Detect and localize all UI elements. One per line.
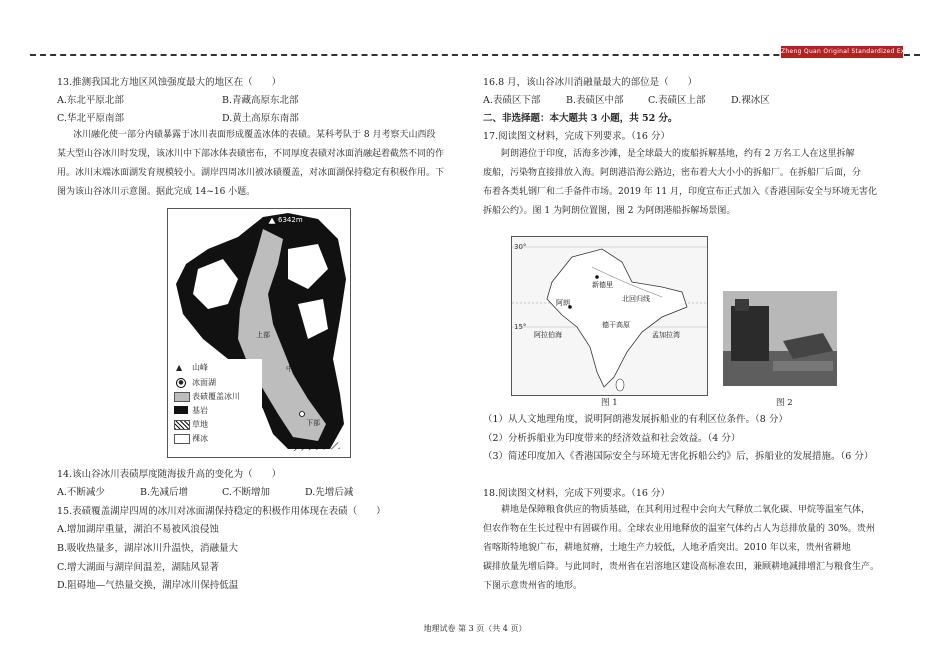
tropic-label: 北回归线 xyxy=(622,295,650,303)
legend-lake: 冰面湖 xyxy=(192,378,216,387)
lower-section-label: 下部 xyxy=(306,419,320,427)
upper-section-label: 上部 xyxy=(256,331,270,339)
q13-option-a: A.东北平原北部 xyxy=(57,95,124,106)
debris-legend-swatch xyxy=(174,392,190,402)
passage-line: 冰川融化使一部分内碛暴露于冰川表面形成覆盖冰体的表碛。某科考队于 8 月考察天山西段 xyxy=(73,130,436,140)
sri-lanka-shape xyxy=(616,379,624,391)
lat-15-label: 15° xyxy=(514,323,527,331)
q14-option-c: C.不断增加 xyxy=(222,487,270,498)
shipbreaking-photo xyxy=(723,291,837,386)
q16-option-c: C.表碛区上部 xyxy=(648,95,706,106)
india-map-figure xyxy=(511,236,708,396)
ice-legend-swatch xyxy=(174,434,190,444)
legend-bedrock: 基岩 xyxy=(192,406,208,415)
passage-line: 布着各类轧钢厂和二手备件市场。2019 年 11 月，印度宣布正式加入《香港国际安全与环境无害化 xyxy=(483,187,877,197)
middle-section-label: 中部 xyxy=(286,365,300,373)
q15-option-a: A.增加湖岸重量，湖泊不易被风浪侵蚀 xyxy=(57,524,219,535)
legend-debris: 表碛覆盖冰川 xyxy=(192,392,240,401)
glacier-figure xyxy=(167,208,351,458)
q18-stem: 18.阅读图文材料，完成下列要求。（16 分） xyxy=(483,488,670,499)
q14-option-d: D.先增后减 xyxy=(305,487,354,498)
peak-elevation-label: 6342m xyxy=(278,216,303,224)
q17-subq-1: （1）从人文地理角度，说明阿朗港发展拆船业的有利区位条件。（8 分） xyxy=(483,414,788,425)
q17-stem: 17.阅读图文材料，完成下列要求。（16 分） xyxy=(483,131,670,142)
q13-option-b: B.青藏高原东北部 xyxy=(222,95,299,106)
passage-line: 阿朗港位于印度，活海多沙滩，是全球最大的废船拆解基地，约有 2 万名工人在这里拆解 xyxy=(501,149,855,159)
passage-line: 废船，污染物直接排放入海。阿朗港沿海公路边，密布着大大小小的拆船厂。在拆船厂后面，分 xyxy=(483,168,862,178)
q15-option-d: D.阻碍地—气热量交换，湖岸冰川保持低温 xyxy=(57,580,239,591)
q16-option-b: B.表碛区中部 xyxy=(566,95,624,106)
passage-line: 但农作物在生长过程中有固碳作用。全球农业用地释放的温室气体约占人为总排放量的 30%。贵州 xyxy=(483,524,875,534)
peak-legend-icon: ▲ xyxy=(176,363,183,372)
q15-option-c: C.增大湖面与湖岸间温差，湖陆风显著 xyxy=(57,562,219,573)
lake-legend-icon: ● xyxy=(176,378,186,388)
q16-stem: 16.8 月，该山谷冰川消融量最大的部位是（ ） xyxy=(483,77,698,88)
q14-option-b: B.先减后增 xyxy=(140,487,189,498)
passage-line: 省喀斯特地貌广布，耕地贫瘠，土地生产力较低，人地矛盾突出。2010 年以来，贵州省耕地 xyxy=(483,543,851,553)
q17-subq-3: （3）简述印度加入《香港国际安全与环境无害化拆船公约》后，拆船业的发展措施。（6 分） xyxy=(483,451,874,462)
figure2-caption: 图 2 xyxy=(776,398,793,408)
legend-bare-ice: 裸冰 xyxy=(192,434,208,443)
glacier-passage xyxy=(57,126,472,202)
supraglacial-lake-icon xyxy=(300,412,305,417)
alang-label: 阿朗 xyxy=(556,299,570,307)
passage-line: 某大型山谷冰川时发现，该冰川中下部冰体表碛密布，不同厚度表碛对冰面消融起着截然不同的作 xyxy=(57,149,445,159)
deccan-label: 德干高原 xyxy=(602,321,630,329)
page-footer: 地理试卷 第 3 页（共 4 页） xyxy=(423,624,527,633)
passage-line: 碳排放量先增后降。与此同时，贵州省在岩溶地区建设高标准农田，兼顾耕地减排增汇与粮食生产。 xyxy=(483,562,880,572)
legend-grass: 草地 xyxy=(192,420,208,429)
figure-legend xyxy=(170,359,262,455)
legend-peak: 山峰 xyxy=(192,363,208,372)
figure1-caption: 图 1 xyxy=(601,398,618,408)
passage-line: 耕地是保障粮食供应的物质基础，在其利用过程中会向大气释放二氧化碳、甲烷等温室气体， xyxy=(501,505,871,515)
bengal-bay-label: 孟加拉湾 xyxy=(652,331,680,339)
passage-line: 图为该山谷冰川示意图。据此完成 14~16 小题。 xyxy=(57,187,256,197)
passage-line: 用。冰川末端冰面湖发育规模较小。湖岸四周冰川被冰碛覆盖，对冰面湖保持稳定有积极作用。下 xyxy=(57,168,445,178)
delhi-point xyxy=(595,275,599,279)
q13-option-d: D.黄土高原东南部 xyxy=(222,113,299,124)
q13-option-c: C.华北平原南部 xyxy=(57,113,124,124)
passage-line: 下图示意贵州省的地形。 xyxy=(483,581,583,591)
grass-legend-swatch xyxy=(174,420,190,430)
q18-passage xyxy=(483,501,903,596)
q13-stem: 13.推测我国北方地区风蚀强度最大的地区在（ ） xyxy=(57,77,282,88)
passage-line: 拆船公约》。图 1 为阿朗位置图，图 2 为阿朗港船拆解场景图。 xyxy=(483,206,736,216)
q16-option-a: A.表碛区下部 xyxy=(483,95,541,106)
q15-stem: 15.表碛覆盖湖岸四周的冰川对冰面湖保持稳定的积极作用体现在表碛（ ） xyxy=(57,506,386,517)
q15-option-b: B.吸收热量多，湖岸冰川升温快，消融量大 xyxy=(57,543,239,554)
q16-option-d: D.裸冰区 xyxy=(731,95,770,106)
india-map xyxy=(512,237,707,395)
q14-stem: 14.该山谷冰川表碛厚度随海拔升高的变化为（ ） xyxy=(57,469,282,480)
section-heading: 二、非选择题：本大题共 3 小题，共 52 分。 xyxy=(483,113,678,124)
delhi-label: 新德里 xyxy=(592,281,613,289)
q17-passage xyxy=(483,145,903,221)
bedrock-legend-swatch xyxy=(174,406,188,414)
brand-badge: Zheng Quan Original Standardized Exam Paper xyxy=(781,46,903,58)
lat-30-label: 30° xyxy=(514,243,527,251)
q14-option-a: A.不断减少 xyxy=(57,487,105,498)
q17-subq-2: （2）分析拆船业为印度带来的经济效益和社会效益。（4 分） xyxy=(483,433,741,444)
arabian-sea-label: 阿拉伯海 xyxy=(534,331,562,339)
shipbreaking-scene xyxy=(723,291,837,386)
